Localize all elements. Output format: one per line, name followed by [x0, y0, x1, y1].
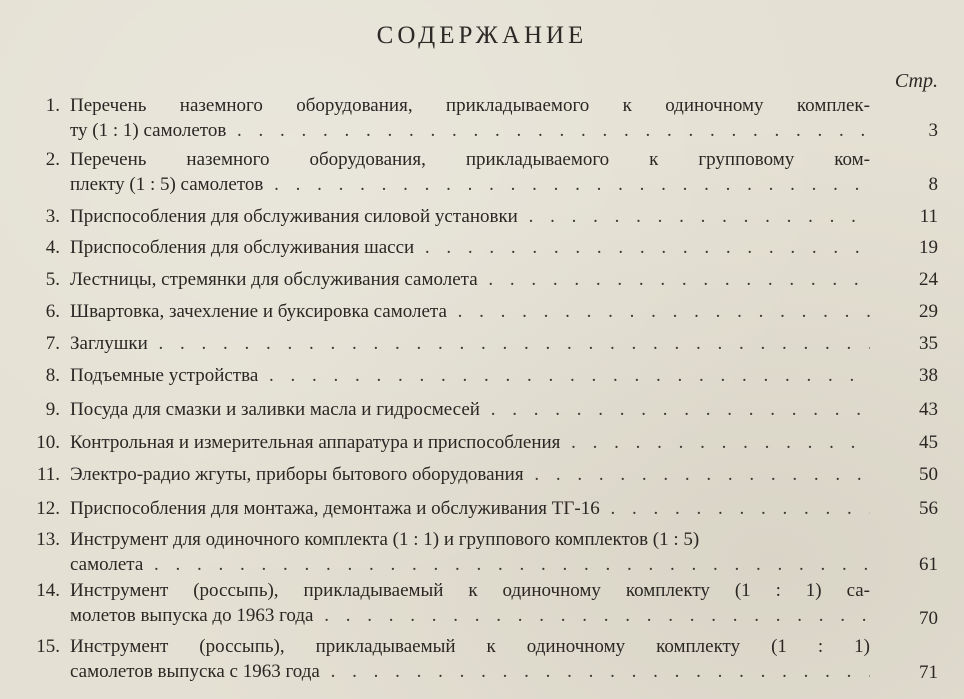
entry-line: Лестницы, стремянки для обслуживания самолета . . . — [70, 267, 870, 292]
entry-line: самолетов выпуска с 1963 года . . . — [70, 659, 870, 684]
entry-page: 19 — [919, 237, 938, 258]
entry-page: 35 — [919, 333, 938, 354]
entry-line: Инструмент (россыпь), прикладываемый к одиночному комплекту (1 : 1) са- — [70, 580, 870, 601]
entry-page: 11 — [919, 206, 938, 227]
entry-number: 10. — [36, 432, 60, 453]
entry-line: Посуда для смазки и заливки масла и гидросмесей . . . — [70, 397, 870, 422]
entry-number: 7. — [45, 333, 60, 354]
entry-text — [70, 93, 870, 143]
entry-text — [70, 397, 870, 422]
entry-text — [70, 235, 870, 260]
entry-page: 3 — [928, 120, 938, 141]
entry-line: Перечень наземного оборудования, прикладываемого к одиночному комплек- — [70, 95, 870, 116]
entry-text — [70, 331, 870, 356]
entry-text — [70, 204, 870, 229]
entry-line: Контрольная и измерительная аппаратура и приспособления . . . — [70, 430, 870, 455]
entry-number: 6. — [45, 301, 60, 322]
entry-line: Перечень наземного оборудования, прикладываемого к групповому ком- — [70, 149, 870, 170]
page-column-header: Стр. — [894, 70, 938, 92]
entry-number: 3. — [45, 206, 60, 227]
entry-text — [70, 462, 870, 487]
entry-page: 24 — [919, 269, 938, 290]
entry-line: плекту (1 : 5) самолетов . . . — [70, 172, 870, 197]
entry-line: Инструмент для одиночного комплекта (1 : 1) и группового комплектов (1 : 5) — [70, 529, 700, 550]
entry-number: 8. — [45, 365, 60, 386]
entry-text — [70, 430, 870, 455]
entry-text — [70, 634, 870, 684]
entry-text — [70, 578, 870, 628]
entry-line: Подъемные устройства . . . — [70, 363, 870, 388]
entry-line: ту (1 : 1) самолетов . . . — [70, 118, 870, 143]
entry-page: 43 — [919, 399, 938, 420]
entry-line: Приспособления для обслуживания шасси . . . — [70, 235, 870, 260]
entry-text — [70, 496, 870, 521]
entry-line: Швартовка, зачехление и буксировка самолета . . . — [70, 299, 870, 324]
entry-text — [70, 527, 870, 577]
page-title: СОДЕРЖАНИЕ — [376, 22, 588, 49]
entry-page: 70 — [919, 608, 938, 629]
entry-page: 61 — [919, 554, 938, 575]
entry-text — [70, 363, 870, 388]
entry-page: 71 — [919, 662, 938, 683]
entry-page: 38 — [919, 365, 938, 386]
entry-line: Электро-радио жгуты, приборы бытового оборудования . . . — [70, 462, 870, 487]
entry-number: 2. — [45, 149, 60, 170]
entry-line: Инструмент (россыпь), прикладываемый к одиночному комплекту (1 : 1) — [70, 636, 870, 657]
entry-line: самолета . . . — [70, 552, 870, 577]
entry-page: 45 — [919, 432, 938, 453]
entry-number: 11. — [36, 464, 60, 485]
entry-number: 15. — [36, 636, 60, 657]
entry-page: 8 — [928, 174, 938, 195]
entry-number: 12. — [36, 498, 60, 519]
entry-text — [70, 147, 870, 197]
entry-number: 1. — [45, 95, 60, 116]
entry-line: Заглушки . . . — [70, 331, 870, 356]
entry-number: 9. — [45, 399, 60, 420]
entry-number: 5. — [45, 269, 60, 290]
entry-text — [70, 299, 870, 324]
entry-page: 56 — [919, 498, 938, 519]
entry-number: 14. — [36, 580, 60, 601]
entry-line: молетов выпуска до 1963 года . . . — [70, 603, 870, 628]
entry-page: 50 — [919, 464, 938, 485]
entry-text — [70, 267, 870, 292]
entry-page: 29 — [919, 301, 938, 322]
entry-line: Приспособления для обслуживания силовой установки . . . — [70, 204, 870, 229]
entry-number: 4. — [45, 237, 60, 258]
entry-number: 13. — [36, 529, 60, 550]
entry-line: Приспособления для монтажа, демонтажа и обслуживания ТГ-16 . . . — [70, 496, 870, 521]
